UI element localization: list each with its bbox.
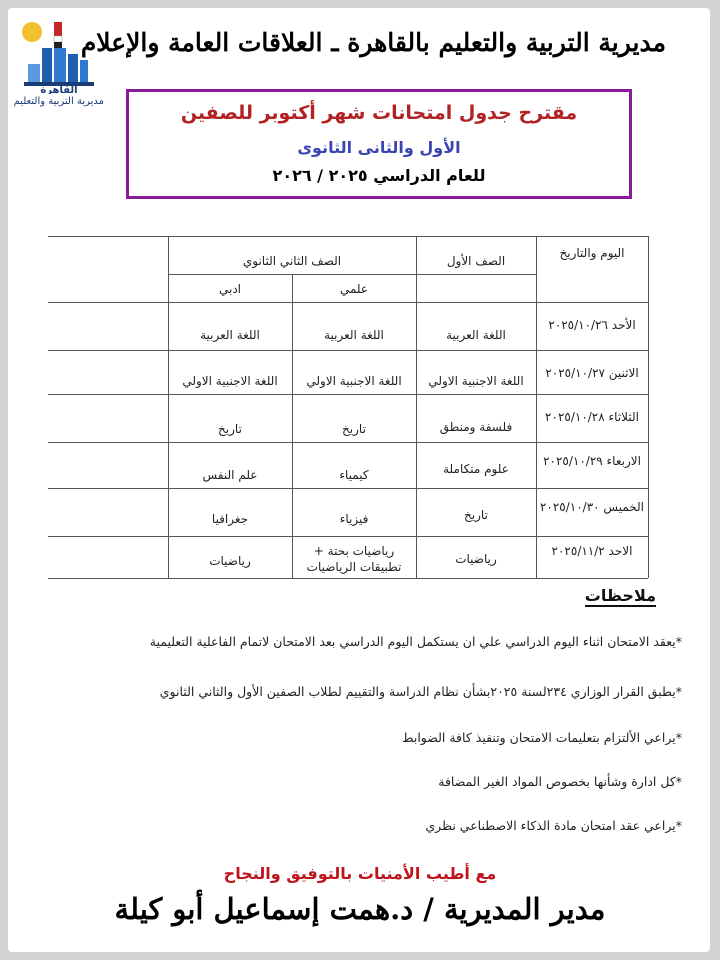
academic-year: للعام الدراسي ٢٠٢٥ / ٢٠٢٦ xyxy=(272,166,486,185)
note-item: *يراعي الألتزام بتعليمات الامتحان وتنفيذ كافة الضوابط xyxy=(401,730,682,745)
table-row-day: الاثنين ٢٠٢٥/١٠/٢٧ xyxy=(545,366,639,380)
table-line xyxy=(48,302,648,303)
table-cell-literary: علم النفس xyxy=(202,468,258,482)
table-line xyxy=(48,350,648,351)
header-first-grade: الصف الأول xyxy=(446,254,506,268)
logo-city-text: القاهرة xyxy=(40,85,78,94)
table-line xyxy=(48,394,648,395)
table-cell-first: رياضيات xyxy=(455,552,497,566)
logo-caption: مديرية التربية والتعليم xyxy=(13,96,104,107)
table-cell-science: تاريخ xyxy=(342,422,366,436)
table-line xyxy=(416,236,417,578)
table-line xyxy=(292,274,293,578)
table-line xyxy=(48,236,648,237)
table-cell-literary: تاريخ xyxy=(218,422,242,436)
proposal-box xyxy=(126,89,632,199)
table-cell-science: اللغة الاجنبية الاولي xyxy=(306,374,402,388)
header-science: علمي xyxy=(339,282,369,296)
table-cell-first: اللغة العربية xyxy=(446,328,506,342)
table-line xyxy=(48,442,648,443)
table-line xyxy=(648,236,649,578)
table-cell-first: فلسفة ومنطق xyxy=(439,420,513,434)
table-cell-first: علوم متكاملة xyxy=(443,462,509,476)
director-signature: مدير المديرية / د.همت إسماعيل أبو كيلة xyxy=(114,892,606,926)
table-cell-literary: رياضيات xyxy=(209,554,251,568)
table-row-day: الخميس ٢٠٢٥/١٠/٣٠ xyxy=(539,500,645,514)
proposal-subtitle: الأول والثانى الثانوى xyxy=(297,138,461,157)
table-cell-science-line2: تطبيقات الرياضيات xyxy=(306,560,402,574)
table-cell-science: فيزياء xyxy=(339,512,369,526)
note-item: *يراعي عقد امتحان مادة الذكاء الاصطناعي نظري xyxy=(425,818,682,833)
table-cell-science: رياضيات بحتة + xyxy=(313,544,395,558)
page-title: مديرية التربية والتعليم بالقاهرة ـ العلاقات العامة والإعلام xyxy=(80,28,666,57)
table-cell-science: كيمياء xyxy=(339,468,369,482)
proposal-title: مقترح جدول امتحانات شهر أكتوبر للصفين xyxy=(180,102,578,124)
table-line xyxy=(536,236,537,578)
notes-title: ملاحظات xyxy=(584,586,656,605)
table-cell-first: اللغة الاجنبية الاولي xyxy=(428,374,524,388)
table-row-day: الاحد ٢٠٢٥/١١/٢ xyxy=(551,544,633,558)
table-cell-first: تاريخ xyxy=(464,508,488,522)
schedule-document xyxy=(48,214,690,854)
table-cell-science: اللغة العربية xyxy=(324,328,384,342)
table-line xyxy=(48,578,648,579)
table-line xyxy=(168,236,169,578)
table-cell-literary: اللغة العربية xyxy=(200,328,260,342)
header-literary: ادبي xyxy=(218,282,242,296)
header-second-grade: الصف الثاني الثانوي xyxy=(242,254,342,268)
table-line xyxy=(168,274,536,275)
table-line xyxy=(48,488,648,489)
note-item: *يطبق القرار الوزاري ٢٣٤لسنة ٢٠٢٥بشأن نظام الدراسة والتقييم لطلاب الصفين الأول والثاني الثانوي xyxy=(159,684,682,699)
closing-wishes: مع أطيب الأمنيات بالتوفيق والنجاح xyxy=(223,864,497,883)
table-row-day: الاربعاء ٢٠٢٥/١٠/٢٩ xyxy=(543,454,641,468)
table-row-day: الثلاثاء ٢٠٢٥/١٠/٢٨ xyxy=(545,410,639,424)
table-row-day: الأحد ٢٠٢٥/١٠/٢٦ xyxy=(548,318,636,332)
note-item: *يعقد الامتحان اثناء اليوم الدراسي علي ان يستكمل اليوم الدراسي بعد الامتحان لاتمام الفاعلية التعليمية xyxy=(149,634,682,649)
table-line xyxy=(48,536,648,537)
note-item: *كل ادارة وشأنها بخصوص المواد الغير المضافة xyxy=(438,774,682,789)
table-cell-literary: اللغة الاجنبية الاولي xyxy=(182,374,278,388)
table-cell-literary: جغرافيا xyxy=(211,512,249,526)
header-day-date: اليوم والتاريخ xyxy=(559,246,625,260)
